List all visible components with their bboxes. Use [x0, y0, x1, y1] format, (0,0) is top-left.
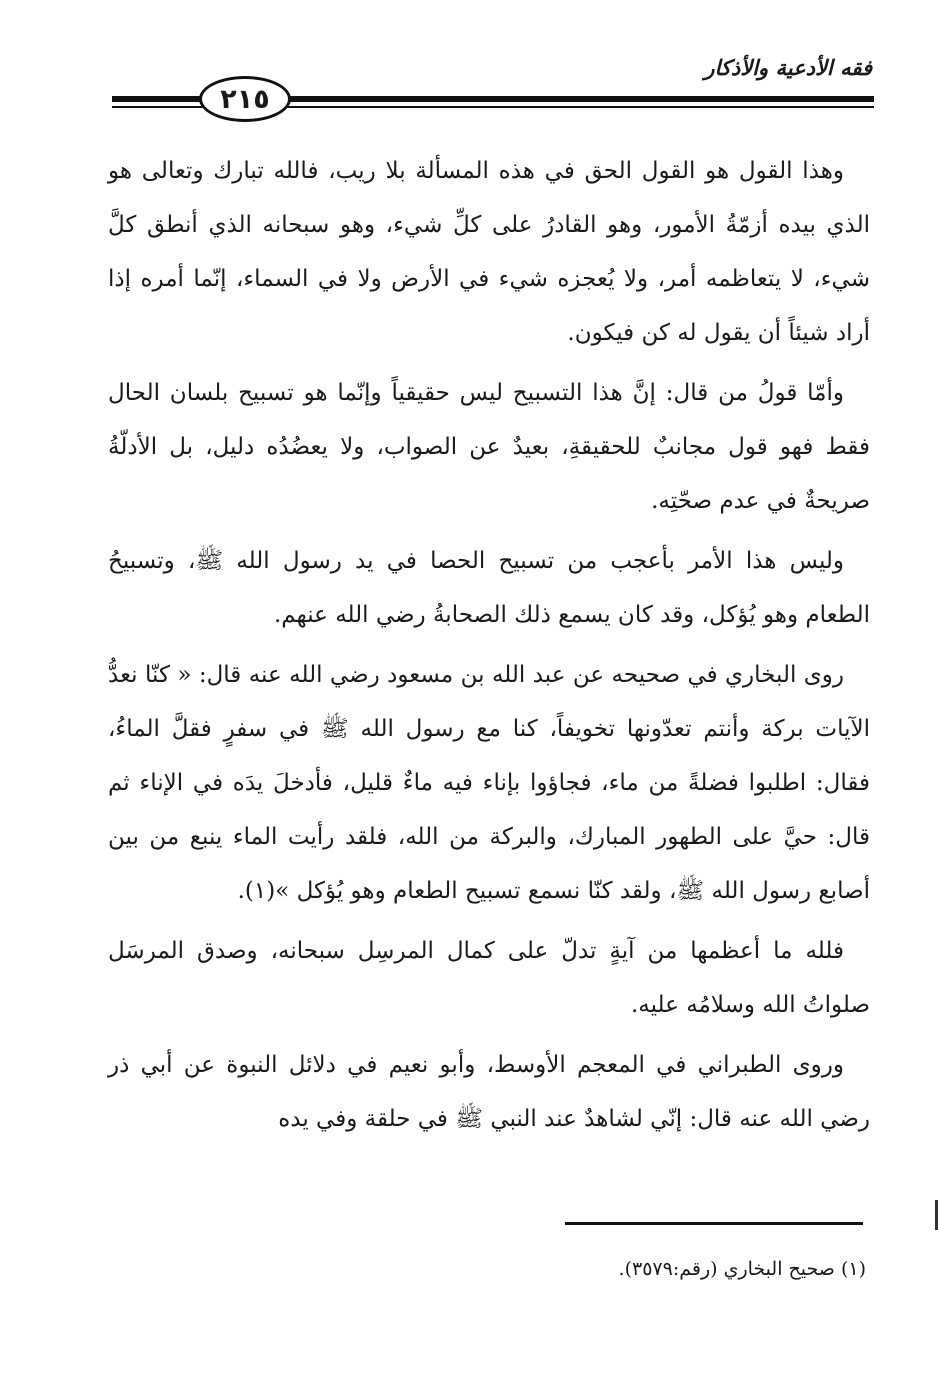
page-number: ٢١٥	[220, 83, 270, 115]
footnote-separator	[565, 1222, 863, 1225]
footnote: (١) صحيح البخاري (رقم:٣٥٧٩).	[618, 1258, 866, 1280]
paragraph: فلله ما أعظمها من آيةٍ تدلّ على كمال المرسِل سبحانه، وصدق المرسَل صلواتُ الله وسلامُه عليه.	[108, 938, 870, 1018]
paragraph: وهذا القول هو القول الحق في هذه المسألة بلا ريب، فالله تبارك وتعالى هو الذي بيده أزمّةُ الأمور، وهو القادرُ على كلِّ شيء، وهو سبحانه الذي أنطق كلَّ شيء، لا يتعاظمه أمر، ولا يُعجزه شيء في الأرض ولا في السماء، إنّما أمره إذا أراد شيئاً أن يقول له كن فيكون.	[108, 158, 870, 346]
main-text	[108, 144, 870, 1152]
paragraph: وأمّا قولُ من قال: إنَّ هذا التسبيح ليس حقيقياً وإنّما هو تسبيح بلسان الحال فقط فهو قول مجانبٌ للحقيقةِ، بعيدٌ عن الصواب، ولا يعضُدُه دليل، بل الأدلّةُ صريحةٌ في عدم صحّتِه.	[108, 380, 870, 514]
paragraph: وليس هذا الأمر بأعجب من تسبيح الحصا في يد رسول الله ﷺ، وتسبيحُ الطعام وهو يُؤكل، وقد كان يسمع ذلك الصحابةُ رضي الله عنهم.	[108, 548, 870, 628]
paragraph: وروى الطبراني في المعجم الأوسط، وأبو نعيم في دلائل النبوة عن أبي ذر رضي الله عنه قال: إنّي لشاهدٌ عند النبي ﷺ في حلقة وفي يده	[108, 1052, 870, 1132]
paragraph: روى البخاري في صحيحه عن عبد الله بن مسعود رضي الله عنه قال: « كنّا نعدُّ الآيات بركة وأنتم تعدّونها تخويفاً، كنا مع رسول الله ﷺ في سفرٍ فقلَّ الماءُ، فقال: اطلبوا فضلةً من ماء، فجاؤوا بإناء فيه ماءٌ قليل، فأدخلَ يدَه في الإناء ثم قال: حيَّ على الطهور المبارك، والبركة من الله، فلقد رأيت الماء ينبع من بين أصابع رسول الله ﷺ، ولقد كنّا نسمع تسبيح الطعام وهو يُؤكل »(١).	[108, 662, 870, 904]
page-number-badge	[199, 76, 291, 122]
running-header-title: فقه الأدعية والأذكار	[704, 56, 872, 80]
